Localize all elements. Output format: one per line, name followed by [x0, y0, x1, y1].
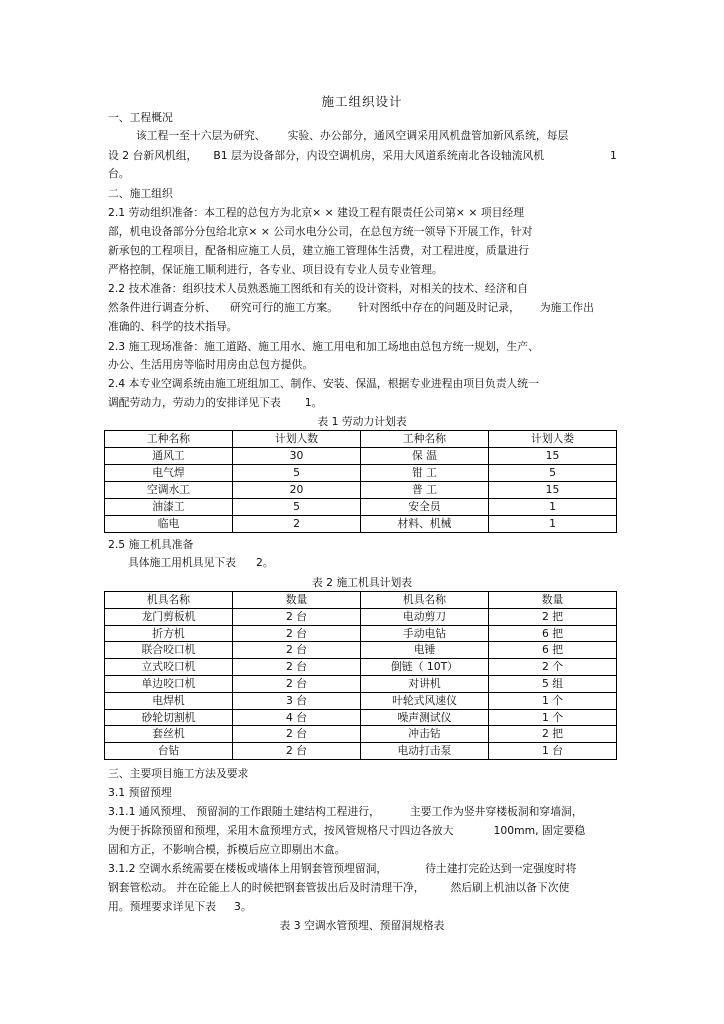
header-cell: 机具名称: [361, 592, 489, 609]
table-cell: 套丝机: [105, 726, 233, 743]
table-cell: 5: [489, 465, 617, 482]
table-cell: 单边咬口机: [105, 675, 233, 692]
s2-4-line-1: 2.4 本专业空调系统由施工班组加工、制作、安装、保温，根据专业进程由项目负责人统一: [108, 377, 539, 390]
table-cell: 手动电钻: [361, 625, 489, 642]
document-title: 施工组织设计: [321, 94, 403, 109]
table-cell: 安全员: [361, 499, 489, 516]
text-run: 调配劳动力，劳动力的安排详见下表: [108, 396, 281, 409]
s3-1-2-line-3: [108, 900, 252, 914]
s3-1-1-line-2: [108, 824, 585, 838]
table-cell: 电动剪刀: [361, 608, 489, 625]
text-run: 2。: [255, 556, 274, 569]
text-run: 1。: [304, 396, 323, 409]
table-cell: 空调水工: [105, 482, 233, 499]
s2-1-line-2: 部，机电设备部分分包给北京× × 公司水电分公司，在总包方统一领导下开展工作，针对: [108, 225, 533, 238]
table-cell: 2 台: [233, 642, 361, 659]
table-cell: 2 台: [233, 675, 361, 692]
table-row: [105, 692, 617, 709]
s2-1-line-1: 2.1 劳动组织准备：本工程的总包方为北京× × 建设工程有限责任公司第× × 项目经理: [108, 206, 525, 219]
table-row: [105, 465, 617, 482]
table-cell: 倒链（ 10T）: [361, 659, 489, 676]
text-run: 3.1.1 通风预埋、 预留洞的工作跟随土建结构工程进行，: [108, 805, 380, 818]
s2-1-line-3: 新承包的工程项目，配备相应施工人员，建立施工管理体生活费，对工程进度，质量进行: [108, 244, 530, 257]
table-3-caption: 表 3 空调水管预埋、预留洞规格表: [279, 919, 445, 932]
table-cell: 30: [233, 448, 361, 465]
table-cell: 折方机: [105, 625, 233, 642]
text-run: 3。: [233, 900, 252, 913]
table-row: [105, 709, 617, 726]
table-cell: 电焊机: [105, 692, 233, 709]
table-cell: 1 个: [489, 709, 617, 726]
s3-1-1-line-3: 固和方正，不影响合模，拆模后应立即剔出木盒。: [108, 843, 346, 856]
s2-2-line-2: [108, 301, 594, 315]
s3-1-2-line-2: [108, 881, 569, 895]
table-cell: 油漆工: [105, 499, 233, 516]
s1-paragraph-line-3: 台。: [108, 167, 130, 180]
table-cell: 5 组: [489, 675, 617, 692]
table-cell: 1: [489, 499, 617, 516]
table-row: [105, 499, 617, 516]
text-run: 然后刷上机油以备下次使: [450, 881, 570, 894]
table-cell: 电锤: [361, 642, 489, 659]
text-run: 具体施工用机具见下表: [128, 556, 236, 569]
table-cell: 5: [233, 499, 361, 516]
table-cell: 电气焊: [105, 465, 233, 482]
header-cell: 机具名称: [105, 592, 233, 609]
table-cell: 1 个: [489, 692, 617, 709]
table-cell: 2 台: [233, 625, 361, 642]
table-cell: 叶轮式风速仪: [361, 692, 489, 709]
table-cell: 1: [489, 516, 617, 533]
header-cell: 计划人数: [233, 431, 361, 448]
text-run: 该工程一至十六层为研究、: [136, 129, 266, 142]
s3-1-2-line-1: [108, 862, 576, 876]
table-cell: 6 把: [489, 642, 617, 659]
section-3-heading: 三、主要项目施工方法及要求: [108, 767, 249, 780]
section-1-heading: 一、工程概况: [108, 111, 173, 124]
table-cell: 15: [489, 482, 617, 499]
section-2-heading: 二、施工组织: [108, 187, 173, 200]
text-run: 用。预埋要求详见下表: [108, 900, 216, 913]
header-cell: 数量: [489, 592, 617, 609]
table-row: [105, 726, 617, 743]
table-cell: 台钻: [105, 743, 233, 760]
header-cell: 工种名称: [105, 431, 233, 448]
table-row: [105, 743, 617, 760]
table-cell: 噪声测试仪: [361, 709, 489, 726]
text-run: 针对图纸中存在的问题及时记录，: [357, 301, 520, 314]
table-cell: 3 台: [233, 692, 361, 709]
text-run: 钢套管松动。 并在砼能上人的时候把钢套管拔出后及时清理干净，: [108, 881, 425, 894]
table-row: [105, 448, 617, 465]
table-cell: 2 个: [489, 659, 617, 676]
table-row: [105, 642, 617, 659]
table-row: [105, 625, 617, 642]
table-cell: 电动打击泵: [361, 743, 489, 760]
table-cell: 通风工: [105, 448, 233, 465]
table-cell: 立式咬口机: [105, 659, 233, 676]
table-header-row: [105, 431, 617, 448]
table-cell: 对讲机: [361, 675, 489, 692]
text-run: 3.1.2 空调水系统需要在楼板或墙体上用钢套管预埋留洞，: [108, 862, 388, 875]
header-cell: 数量: [233, 592, 361, 609]
table-row: [105, 675, 617, 692]
table-2-caption: 表 2 施工机具计划表: [311, 576, 413, 589]
table-cell: 砂轮切割机: [105, 709, 233, 726]
table-cell: 普 工: [361, 482, 489, 499]
header-cell: 工种名称: [361, 431, 489, 448]
table-row: [105, 482, 617, 499]
labor-plan-table: [104, 430, 617, 533]
table-cell: 2 把: [489, 608, 617, 625]
table-cell: 5: [233, 465, 361, 482]
text-run: 为施工作出: [539, 301, 594, 314]
s3-1-1-line-1: [108, 805, 583, 819]
table-cell: 1 台: [489, 743, 617, 760]
table-cell: 龙门剪板机: [105, 608, 233, 625]
table-cell: 20: [233, 482, 361, 499]
text-run: 为便于拆除预留和预埋，采用木盒预埋方式，按风管规格尺寸四边各放大: [108, 824, 454, 837]
s2-3-line-1: 2.3 施工现场准备：施工道路、施工用水、施工用电和加工场地由总包方统一规划，生产、: [108, 340, 539, 353]
text-run: 研究可行的施工方案。: [229, 301, 338, 314]
table-cell: 2 台: [233, 659, 361, 676]
table-cell: 2 台: [233, 726, 361, 743]
s2-2-line-1: 2.2 技术准备：组织技术人员熟悉施工图纸和有关的设计资料，对相关的技术、经济和自: [108, 282, 529, 295]
table-cell: 15: [489, 448, 617, 465]
s1-paragraph-line-1: [136, 129, 568, 143]
table-cell: 冲击钻: [361, 726, 489, 743]
table-cell: 钳 工: [361, 465, 489, 482]
table-cell: 4 台: [233, 709, 361, 726]
table-cell: 临电: [105, 516, 233, 533]
text-run: B1 层为设备部分，内设空调机房，采用大风道系统南北各设轴流风机: [213, 149, 545, 162]
equipment-plan-table: [104, 591, 617, 760]
text-run: 然条件进行调查分析、: [108, 301, 216, 314]
text-run: 主要工作为竖井穿楼板洞和穿墙洞，: [409, 805, 583, 818]
s2-4-line-2: [108, 396, 322, 410]
header-cell: 计划人娄: [489, 431, 617, 448]
s2-5-line-1: [128, 556, 274, 570]
table-row: [105, 516, 617, 533]
s1-paragraph-line-2: [108, 149, 544, 163]
text-run: 设 2 台新风机组，: [108, 149, 198, 162]
table-cell: 材料、机械: [361, 516, 489, 533]
s2-1-line-4: 严格控制，保证施工顺利进行，各专业、项目设有专业人员专业管理。: [108, 263, 443, 276]
table-row: [105, 659, 617, 676]
table-cell: 2 把: [489, 726, 617, 743]
text-run: 实验、办公部分，通风空调采用风机盘管加新风系统，每层: [287, 129, 569, 142]
text-run: 100mm, 固定要稳: [493, 824, 586, 837]
table-cell: 保 温: [361, 448, 489, 465]
s1-paragraph-number: 1: [610, 149, 617, 162]
table-1-caption: 表 1 劳动力计划表: [317, 415, 407, 428]
s2-5-heading: 2.5 施工机具准备: [108, 538, 194, 551]
table-header-row: [105, 592, 617, 609]
table-row: [105, 608, 617, 625]
s3-1-heading: 3.1 预留预埋: [108, 786, 172, 799]
s2-2-line-3: 准确的、科学的技术指导。: [108, 320, 238, 333]
s2-3-line-2: 办公、生活用房等临时用房由总包方提供。: [108, 358, 314, 371]
table-cell: 2 台: [233, 608, 361, 625]
text-run: 待土建打完砼达到一定强度时将: [425, 862, 577, 875]
table-cell: 2 台: [233, 743, 361, 760]
table-cell: 2: [233, 516, 361, 533]
table-cell: 6 把: [489, 625, 617, 642]
table-cell: 联合咬口机: [105, 642, 233, 659]
